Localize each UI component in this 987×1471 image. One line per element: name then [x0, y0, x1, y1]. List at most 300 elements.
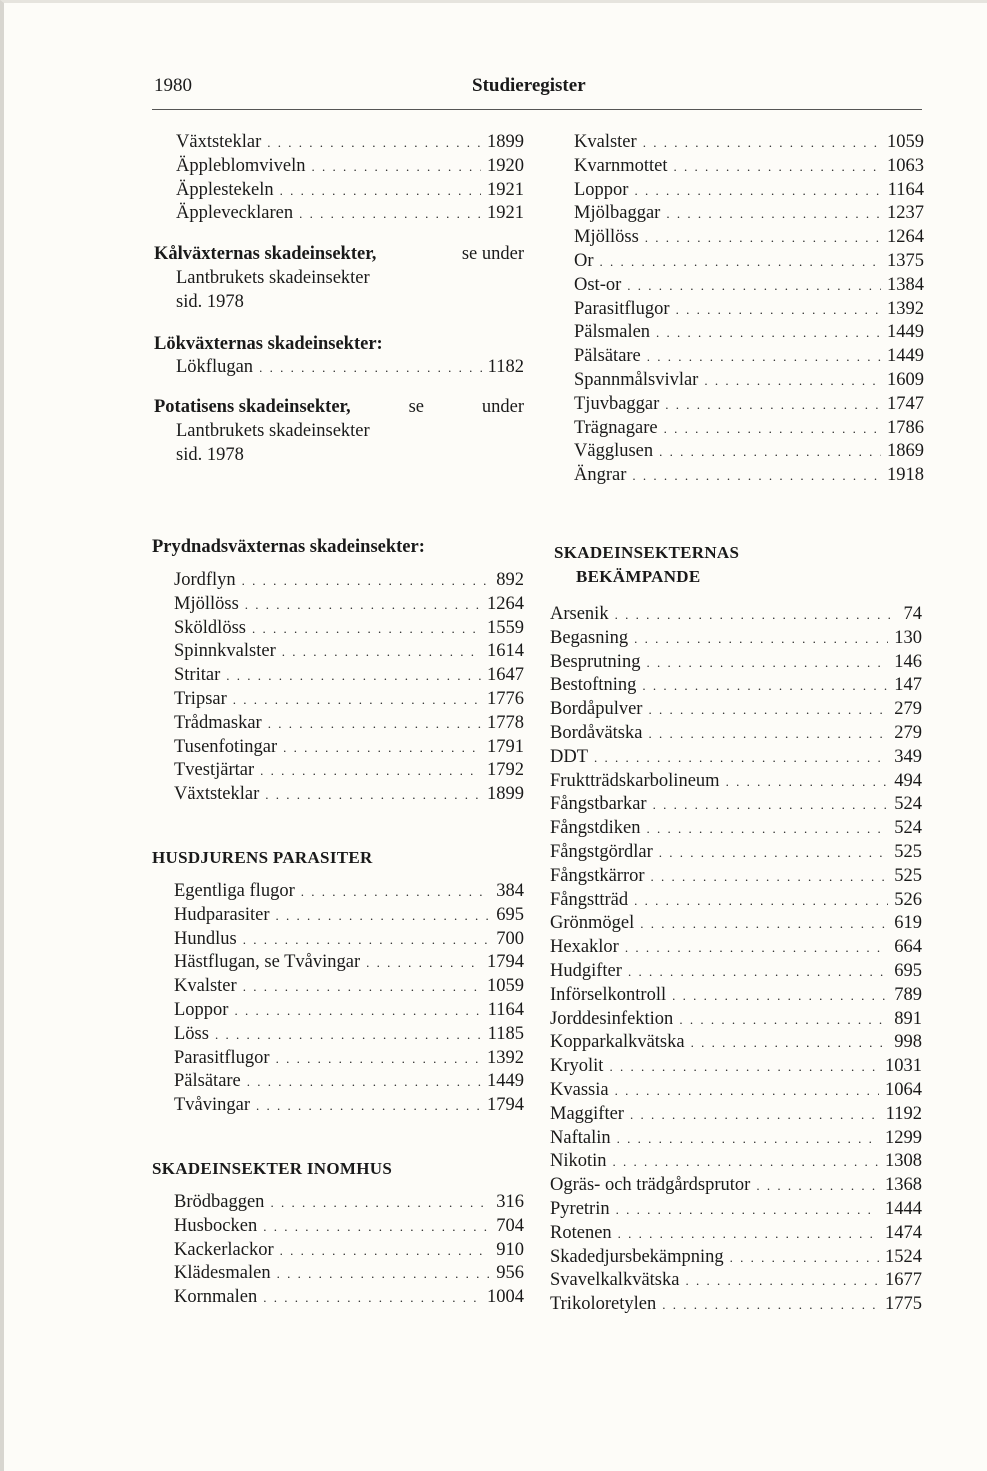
index-entry [550, 1103, 922, 1127]
dot-leader [726, 770, 889, 794]
entry-term: Kvalster [574, 132, 637, 152]
dot-leader [265, 783, 481, 807]
dot-leader [704, 369, 881, 393]
index-entry [174, 664, 524, 688]
dot-leader [252, 617, 481, 641]
lokvaxternas-section [154, 332, 524, 380]
entry-term: Pälsätare [174, 1071, 241, 1092]
dot-leader [676, 298, 881, 322]
dot-leader [674, 155, 881, 179]
entry-page-number: 998 [894, 1032, 922, 1053]
index-entry [574, 298, 924, 322]
entry-term: Äpplestekeln [176, 179, 274, 200]
prydnadsvaxternas-heading: Prydnadsväxternas skadeinsekter: [152, 537, 425, 557]
entry-term: Äpplevecklaren [176, 203, 294, 224]
entry-page-number: 1384 [887, 274, 924, 295]
entry-page-number: 74 [903, 604, 922, 624]
index-entry [550, 722, 922, 746]
bekampande-heading-line2: BEKÄMPANDE [576, 567, 701, 586]
index-entry [574, 440, 924, 464]
entry-term: Tvestjärtar [174, 760, 255, 781]
index-entry [550, 1269, 922, 1293]
index-entry [174, 1023, 524, 1047]
dot-leader [615, 603, 898, 627]
entry-term: Tjuvbaggar [574, 393, 660, 414]
dot-leader [243, 975, 481, 999]
dot-leader [282, 640, 481, 664]
entry-page-number: 789 [894, 984, 922, 1005]
entry-page-number: 1264 [487, 593, 524, 614]
entry-term: Spinnkvalster [174, 641, 276, 662]
dot-leader [643, 131, 881, 155]
entry-page-number: 1921 [487, 203, 524, 224]
index-entry [174, 1239, 524, 1263]
index-entry [174, 1191, 524, 1215]
dot-leader [366, 951, 481, 975]
index-entry [550, 960, 922, 984]
index-entry [174, 999, 524, 1023]
entry-term: Rotenen [550, 1222, 612, 1243]
dot-leader [656, 321, 881, 345]
right-top-column [574, 131, 924, 488]
dot-leader [268, 712, 481, 736]
entry-page-number: 700 [496, 928, 524, 949]
bekampande-heading-line1: SKADEINSEKTERNAS [554, 543, 740, 562]
index-entry [550, 793, 922, 817]
dot-leader [256, 1094, 481, 1118]
entry-page-number: 1375 [887, 250, 924, 271]
entry-page-number: 1059 [487, 976, 524, 997]
entry-page-number: 279 [894, 699, 922, 720]
entry-page-number: 1185 [487, 1023, 524, 1044]
potatisens-ref: Lantbrukets skadeinsekter [176, 421, 370, 442]
dot-leader [234, 999, 481, 1023]
dot-leader [226, 664, 481, 688]
entry-term: Mjöllöss [174, 593, 239, 614]
entry-term: Besprutning [550, 651, 641, 672]
dot-leader [600, 250, 881, 274]
entry-page-number: 695 [496, 904, 524, 925]
entry-term: Växtsteklar [176, 132, 262, 152]
entry-page-number: 1786 [887, 417, 924, 438]
entry-term: Ängrar [574, 465, 627, 486]
entry-page-number: 1449 [887, 346, 924, 367]
entry-term: Fruktträdskarbolineum [550, 770, 720, 791]
entry-page-number: 1392 [887, 298, 924, 319]
entry-page-number: 1921 [487, 179, 524, 200]
dot-leader [616, 1198, 879, 1222]
index-entry [550, 603, 922, 627]
dot-leader [259, 356, 482, 380]
entry-term: Parasitflugor [574, 298, 670, 319]
prydnadsvaxternas-list [174, 569, 524, 807]
entry-term: Parasitflugor [174, 1047, 270, 1068]
index-entry [174, 951, 524, 975]
dot-leader [276, 904, 491, 928]
entry-page-number: 1792 [487, 760, 524, 781]
entry-page-number: 1449 [887, 322, 924, 343]
entry-page-number: 1899 [487, 784, 524, 805]
entry-page-number: 1677 [885, 1270, 922, 1291]
entry-term: Husbocken [174, 1215, 258, 1236]
dot-leader [260, 759, 481, 783]
entry-term: Trådmaskar [174, 712, 262, 733]
index-entry [174, 1094, 524, 1118]
index-entry [550, 1055, 922, 1079]
lokvaxternas-list [176, 356, 524, 380]
entry-term: Fångstträd [550, 889, 629, 910]
entry-page-number: 1794 [487, 1095, 524, 1116]
index-entry [550, 1293, 922, 1317]
entry-term: Arsenik [550, 604, 609, 624]
index-entry [174, 1215, 524, 1239]
entry-term: Lökflugan [176, 356, 254, 377]
dot-leader [243, 928, 491, 952]
entry-page-number: 1920 [487, 155, 524, 176]
dot-leader [247, 1070, 481, 1094]
index-entry [174, 569, 524, 593]
index-entry [174, 904, 524, 928]
entry-term: Fångstdiken [550, 818, 641, 839]
entry-term: Kryolit [550, 1056, 604, 1077]
inomhus-heading: SKADEINSEKTER INOMHUS [152, 1158, 393, 1178]
entry-page-number: 384 [496, 880, 524, 901]
entry-page-number: 1444 [885, 1198, 922, 1219]
entry-term: Hundlus [174, 928, 237, 949]
entry-term: Grönmögel [550, 913, 635, 934]
entry-term: Hudgifter [550, 960, 622, 981]
index-entry [574, 417, 924, 441]
entry-term: Loppor [174, 999, 229, 1020]
entry-term: Svavelkalkvätska [550, 1270, 680, 1291]
entry-term: Tusenfotingar [174, 736, 278, 757]
dot-leader [730, 1246, 879, 1270]
index-entry [574, 179, 924, 203]
entry-page-number: 1524 [885, 1246, 922, 1267]
potatisens-under: under [481, 397, 524, 418]
entry-term: Stritar [174, 665, 221, 686]
dot-leader [263, 1215, 490, 1239]
entry-page-number: 956 [496, 1263, 524, 1284]
dot-leader [267, 131, 481, 155]
index-entry [550, 1008, 922, 1032]
entry-term: Trägnagare [574, 417, 658, 438]
entry-page-number: 1164 [887, 179, 924, 200]
index-entry [574, 345, 924, 369]
entry-page-number: 1004 [487, 1287, 524, 1308]
entry-page-number: 1064 [885, 1079, 922, 1100]
left-top-column [154, 131, 524, 468]
dot-leader [613, 1150, 879, 1174]
index-entry [176, 155, 524, 179]
entry-page-number: 525 [894, 841, 922, 862]
entry-page-number: 892 [496, 570, 524, 590]
dot-leader [634, 179, 881, 203]
dot-leader [640, 912, 888, 936]
entry-term: Fångstkärror [550, 865, 645, 886]
dot-leader [659, 440, 881, 464]
dot-leader [662, 1293, 879, 1317]
dot-leader [609, 1055, 879, 1079]
entry-term: Sköldlöss [174, 617, 246, 638]
bekampande-list [550, 603, 922, 1317]
entry-page-number: 146 [894, 651, 922, 672]
index-entry [174, 1262, 524, 1286]
dot-leader [594, 746, 888, 770]
kalvaxternas-heading: Kålväxternas skadeinsekter, [154, 244, 377, 265]
running-title: Studieregister [472, 75, 586, 96]
dot-leader [299, 202, 481, 226]
entry-page-number: 1869 [887, 441, 924, 462]
dot-leader [215, 1023, 482, 1047]
entry-term: Pyretrin [550, 1198, 610, 1219]
kalvaxternas-see-under: se under [461, 244, 524, 265]
entry-page-number: 1392 [487, 1047, 524, 1068]
index-entry [574, 202, 924, 226]
entry-term: Införselkontroll [550, 984, 667, 1005]
entry-page-number: 1747 [887, 393, 924, 414]
entry-term: Äppleblomviveln [176, 155, 306, 176]
entry-page-number: 1182 [487, 356, 524, 377]
dot-leader [615, 1079, 879, 1103]
dot-leader [242, 569, 491, 593]
index-entry [174, 712, 524, 736]
index-entry [550, 1222, 922, 1246]
index-entry [550, 1127, 922, 1151]
dot-leader [651, 865, 889, 889]
index-entry [174, 759, 524, 783]
entry-page-number: 695 [894, 960, 922, 981]
entry-term: DDT [550, 746, 589, 767]
index-entry [550, 1079, 922, 1103]
kalvaxternas-note [154, 243, 524, 314]
index-entry [176, 356, 524, 380]
potatisens-se: se [408, 397, 424, 418]
entry-term: Ost-or [574, 274, 622, 295]
index-entry [574, 274, 924, 298]
index-entry [550, 936, 922, 960]
kalvaxternas-page: sid. 1978 [176, 291, 244, 312]
entry-term: Klädesmalen [174, 1263, 271, 1284]
index-entry [550, 1198, 922, 1222]
entry-term: Bordåvätska [550, 722, 643, 743]
entry-page-number: 1647 [487, 665, 524, 686]
dot-leader [756, 1174, 879, 1198]
entry-page-number: 1918 [887, 465, 924, 486]
entry-page-number: 1791 [487, 736, 524, 757]
dot-leader [646, 817, 888, 841]
entry-term: Or [574, 250, 594, 271]
dot-leader [679, 1008, 888, 1032]
entry-page-number: 1192 [885, 1103, 922, 1124]
dot-leader [301, 880, 491, 904]
index-entry [574, 131, 924, 155]
entry-term: Kopparkalkvätska [550, 1032, 685, 1053]
entry-page-number: 664 [894, 937, 922, 958]
index-entry [176, 179, 524, 203]
entry-page-number: 1368 [885, 1175, 922, 1196]
entry-page-number: 910 [496, 1239, 524, 1260]
entry-term: Pälsätare [574, 346, 641, 367]
entry-page-number: 316 [496, 1191, 524, 1212]
dot-leader [311, 155, 481, 179]
dot-leader [646, 651, 888, 675]
inomhus-list [174, 1191, 524, 1310]
index-entry [550, 984, 922, 1008]
index-entry [550, 1031, 922, 1055]
dot-leader [630, 1103, 880, 1127]
dot-leader [648, 698, 888, 722]
entry-page-number: 1059 [887, 132, 924, 152]
index-entry [550, 865, 922, 889]
kalvaxternas-ref: Lantbrukets skadeinsekter [176, 267, 370, 288]
index-entry [550, 651, 922, 675]
dot-leader [627, 274, 881, 298]
dot-leader [691, 1031, 889, 1055]
index-entry [176, 131, 524, 155]
potatisens-heading: Potatisens skadeinsekter, [154, 397, 351, 418]
entry-page-number: 1474 [885, 1222, 922, 1243]
entry-term: Ogräs- och trädgårdsprutor [550, 1175, 751, 1196]
entry-page-number: 130 [894, 627, 922, 648]
dot-leader [618, 1222, 879, 1246]
index-entry [550, 841, 922, 865]
entry-page-number: 1899 [487, 132, 524, 152]
index-entry [574, 155, 924, 179]
entry-page-number: 526 [894, 889, 922, 910]
dot-leader [632, 464, 881, 488]
dot-leader [276, 1047, 481, 1071]
index-entry [174, 1286, 524, 1310]
entry-term: Vägglusen [574, 441, 654, 462]
dot-leader [245, 593, 481, 617]
index-entry [574, 393, 924, 417]
dot-leader [634, 627, 888, 651]
entry-term: Mjölbaggar [574, 203, 661, 224]
index-entry [550, 817, 922, 841]
entry-term: Trikoloretylen [550, 1294, 657, 1315]
dot-leader [647, 345, 881, 369]
index-entry [174, 593, 524, 617]
index-entry [174, 1047, 524, 1071]
entry-page-number: 1775 [885, 1294, 922, 1315]
potatisens-note [154, 396, 524, 467]
entry-page-number: 1559 [487, 617, 524, 638]
index-entry [174, 688, 524, 712]
entry-term: Brödbaggen [174, 1191, 265, 1212]
entry-term: Kvalster [174, 976, 237, 997]
entry-page-number: 1614 [487, 641, 524, 662]
entry-page-number: 1164 [487, 999, 524, 1020]
entry-page-number: 619 [894, 913, 922, 934]
entry-term: Spannmålsvivlar [574, 369, 699, 390]
index-entry [574, 464, 924, 488]
entry-page-number: 1031 [885, 1056, 922, 1077]
entry-list-right-top [574, 131, 924, 488]
entry-term: Naftalin [550, 1127, 611, 1148]
entry-page-number: 1237 [887, 203, 924, 224]
index-entry [176, 202, 524, 226]
potatisens-page: sid. 1978 [176, 444, 244, 465]
husdjurens-heading: HUSDJURENS PARASITER [152, 847, 373, 867]
entry-term: Egentliga flugor [174, 880, 295, 901]
dot-leader [280, 1239, 491, 1263]
entry-page-number: 1063 [887, 155, 924, 176]
entry-term: Löss [174, 1023, 209, 1044]
entry-term: Mjöllöss [574, 227, 639, 248]
dot-leader [634, 889, 888, 913]
page-number: 1980 [154, 75, 192, 96]
dot-leader [283, 736, 481, 760]
entry-term: Maggifter [550, 1103, 624, 1124]
entry-page-number: 279 [894, 722, 922, 743]
index-entry [574, 250, 924, 274]
entry-term: Loppor [574, 179, 629, 200]
entry-term: Fångstbarkar [550, 794, 647, 815]
entry-term: Kvarnmottet [574, 155, 668, 176]
entry-term: Kvassia [550, 1079, 609, 1100]
entry-page-number: 1308 [885, 1151, 922, 1172]
entry-term: Kornmalen [174, 1287, 258, 1308]
dot-leader [664, 417, 881, 441]
entry-page-number: 524 [894, 794, 922, 815]
right-bottom-column [550, 541, 922, 1317]
dot-leader [642, 674, 888, 698]
entry-page-number: 704 [496, 1215, 524, 1236]
dot-leader [628, 960, 888, 984]
dot-leader [665, 393, 881, 417]
entry-term: Växtsteklar [174, 784, 260, 805]
entry-term: Hästflugan, se Tvåvingar [174, 952, 361, 973]
entry-page-number: 525 [894, 865, 922, 886]
entry-page-number: 1778 [487, 712, 524, 733]
index-entry [550, 1246, 922, 1270]
entry-term: Bestoftning [550, 675, 637, 696]
index-entry [550, 627, 922, 651]
entry-term: Tvåvingar [174, 1095, 251, 1116]
dot-leader [645, 226, 881, 250]
entry-page-number: 891 [894, 1008, 922, 1029]
index-entry [550, 674, 922, 698]
dot-leader [666, 202, 881, 226]
entry-page-number: 1794 [487, 952, 524, 973]
entry-term: Skadedjursbekämpning [550, 1246, 724, 1267]
dot-leader [672, 984, 888, 1008]
dot-leader [659, 841, 888, 865]
index-entry [550, 698, 922, 722]
entry-page-number: 349 [894, 746, 922, 767]
index-entry [550, 1150, 922, 1174]
dot-leader [648, 722, 888, 746]
entry-term: Nikotin [550, 1151, 607, 1172]
entry-page-number: 1609 [887, 369, 924, 390]
dot-leader [277, 1262, 491, 1286]
entry-page-number: 1299 [885, 1127, 922, 1148]
entry-list-top [176, 131, 524, 226]
index-entry [550, 746, 922, 770]
entry-page-number: 524 [894, 818, 922, 839]
index-entry [174, 1070, 524, 1094]
entry-term: Hudparasiter [174, 904, 270, 925]
index-entry [574, 321, 924, 345]
entry-term: Tripsar [174, 688, 227, 709]
entry-term: Jorddesinfektion [550, 1008, 674, 1029]
index-entry [550, 912, 922, 936]
index-entry [550, 770, 922, 794]
index-entry [174, 617, 524, 641]
dot-leader [685, 1269, 879, 1293]
index-entry [174, 783, 524, 807]
